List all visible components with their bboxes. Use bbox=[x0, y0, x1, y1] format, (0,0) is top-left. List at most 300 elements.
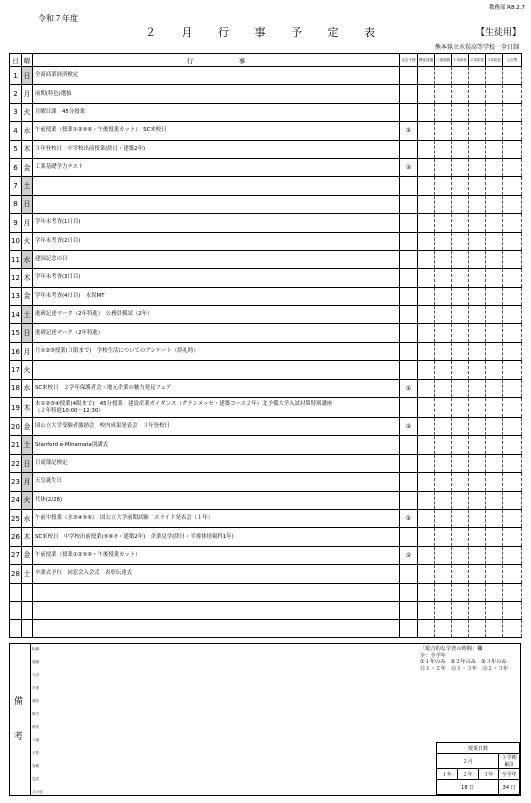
row-events bbox=[33, 398, 400, 418]
row-check-cell bbox=[435, 509, 452, 527]
row-date: 5 bbox=[10, 140, 22, 158]
row-date: 24 bbox=[10, 491, 22, 509]
row-mark bbox=[400, 269, 418, 287]
row-check-cell bbox=[503, 67, 522, 85]
blank-cell bbox=[22, 601, 33, 619]
header-check: ３年担任 bbox=[486, 54, 503, 67]
row-check-cell bbox=[503, 418, 522, 436]
row-events bbox=[33, 103, 400, 121]
row-check-cell bbox=[452, 528, 469, 546]
row-check-cell bbox=[503, 85, 522, 103]
row-mark: ② bbox=[400, 418, 418, 436]
row-mark: ① bbox=[400, 509, 418, 527]
row-check-cell bbox=[418, 122, 435, 140]
row-check-cell bbox=[418, 546, 435, 564]
row-check-cell bbox=[469, 158, 486, 176]
row-weekday: 水 bbox=[22, 250, 33, 268]
row-check-cell bbox=[486, 342, 503, 360]
event-text: 日商簿記検定 bbox=[35, 460, 68, 466]
header-check: 公欠等 bbox=[503, 54, 522, 67]
row-weekday: 土 bbox=[22, 436, 33, 454]
row-check-cell bbox=[435, 361, 452, 379]
row-check-cell bbox=[469, 122, 486, 140]
row-events bbox=[33, 324, 400, 342]
blank-cell bbox=[400, 583, 418, 601]
blank-row bbox=[10, 601, 522, 619]
row-weekday: 金 bbox=[22, 418, 33, 436]
blank-cell bbox=[503, 601, 522, 619]
schedule-row bbox=[10, 269, 522, 287]
schedule-row bbox=[10, 287, 522, 305]
row-check-cell bbox=[435, 269, 452, 287]
row-check-cell bbox=[503, 140, 522, 158]
blank-cell bbox=[503, 619, 522, 637]
row-check-cell bbox=[486, 177, 503, 195]
notes-title-char-2: 考 bbox=[14, 732, 24, 742]
row-check-cell bbox=[435, 342, 452, 360]
schedule-row bbox=[10, 195, 522, 213]
row-events bbox=[33, 509, 400, 527]
audience-label: 【生徒用】 bbox=[475, 28, 521, 38]
event-text: 卒業式予行 同窓会入会式 表彰伝達式 bbox=[35, 570, 133, 577]
header-check: 教室清掃 bbox=[418, 54, 435, 67]
row-check-cell bbox=[435, 67, 452, 85]
row-check-cell bbox=[486, 361, 503, 379]
row-events bbox=[33, 454, 400, 472]
schedule-row bbox=[10, 379, 522, 397]
row-check-cell bbox=[452, 324, 469, 342]
schedule-row bbox=[10, 232, 522, 250]
row-check-cell bbox=[469, 177, 486, 195]
row-check-cell bbox=[452, 565, 469, 583]
row-check-cell bbox=[418, 379, 435, 397]
notes-side-word: 転職 bbox=[32, 647, 39, 651]
row-check-cell bbox=[452, 158, 469, 176]
row-date: 22 bbox=[10, 454, 22, 472]
row-date: 27 bbox=[10, 546, 22, 564]
row-check-cell bbox=[452, 214, 469, 232]
row-mark bbox=[400, 565, 418, 583]
blank-cell bbox=[418, 601, 435, 619]
row-weekday: 水 bbox=[22, 379, 33, 397]
schedule-row bbox=[10, 528, 522, 546]
row-check-cell bbox=[452, 546, 469, 564]
row-check-cell bbox=[452, 85, 469, 103]
row-check-cell bbox=[435, 436, 452, 454]
row-check-cell bbox=[435, 473, 452, 491]
row-check-cell bbox=[503, 379, 522, 397]
row-check-cell bbox=[452, 67, 469, 85]
event-text: 進研記述マーク（2年特進） 公務員模試（2年） bbox=[35, 311, 153, 318]
row-check-cell bbox=[503, 436, 522, 454]
row-check-cell bbox=[486, 454, 503, 472]
schedule-row bbox=[10, 491, 522, 509]
row-events bbox=[33, 473, 400, 491]
row-check-cell bbox=[418, 269, 435, 287]
row-weekday: 金 bbox=[22, 287, 33, 305]
row-mark bbox=[400, 473, 418, 491]
notes-side-word: その他 bbox=[32, 790, 43, 794]
row-date: 17 bbox=[10, 361, 22, 379]
row-check-cell bbox=[469, 214, 486, 232]
row-weekday: 木 bbox=[22, 269, 33, 287]
row-events bbox=[33, 491, 400, 509]
event-text: （２年特進10:00～12:30） bbox=[35, 407, 104, 414]
row-events bbox=[33, 306, 400, 324]
row-weekday: 土 bbox=[22, 177, 33, 195]
row-events bbox=[33, 214, 400, 232]
row-date: 9 bbox=[10, 214, 22, 232]
sogo-line: ①１年のみ ②２年のみ ③３年のみ bbox=[420, 659, 507, 665]
row-check-cell bbox=[452, 361, 469, 379]
row-mark bbox=[400, 214, 418, 232]
blank-cell bbox=[33, 601, 400, 619]
event-text: 学年末考査(4日目) 水俣MT bbox=[35, 292, 105, 299]
row-events bbox=[33, 250, 400, 268]
header-check: １年担任 bbox=[452, 54, 469, 67]
notes-side-word: 入場 bbox=[32, 738, 39, 742]
row-check-cell bbox=[435, 214, 452, 232]
row-check-cell bbox=[435, 287, 452, 305]
row-mark: ② bbox=[400, 158, 418, 176]
row-check-cell bbox=[435, 306, 452, 324]
row-events bbox=[33, 177, 400, 195]
row-check-cell bbox=[435, 103, 452, 121]
row-weekday: 月 bbox=[22, 473, 33, 491]
row-weekday: 日 bbox=[22, 454, 33, 472]
document-reference: 教務部 R8.2.7 bbox=[488, 5, 525, 11]
row-events bbox=[33, 546, 400, 564]
row-weekday: 土 bbox=[22, 306, 33, 324]
row-check-cell bbox=[418, 454, 435, 472]
row-events bbox=[33, 342, 400, 360]
row-check-cell bbox=[469, 324, 486, 342]
blank-cell bbox=[469, 583, 486, 601]
row-check-cell bbox=[503, 398, 522, 418]
event-text: 午前授業（授業①②⑤⑥・午後授業カット） SC来校日 bbox=[35, 127, 167, 134]
row-check-cell bbox=[469, 379, 486, 397]
row-check-cell bbox=[503, 158, 522, 176]
row-weekday: 火 bbox=[22, 491, 33, 509]
row-check-cell bbox=[452, 195, 469, 213]
row-date: 18 bbox=[10, 379, 22, 397]
row-check-cell bbox=[452, 140, 469, 158]
blank-cell bbox=[400, 619, 418, 637]
row-mark bbox=[400, 342, 418, 360]
blank-cell bbox=[10, 583, 22, 601]
row-weekday: 木 bbox=[22, 140, 33, 158]
row-events bbox=[33, 158, 400, 176]
blank-cell bbox=[435, 583, 452, 601]
fiscal-year: 令和７年度 bbox=[38, 14, 78, 23]
month-lesson-days: 18 日 bbox=[437, 780, 499, 795]
header-date: 日 bbox=[10, 54, 22, 67]
row-check-cell bbox=[469, 418, 486, 436]
row-check-cell bbox=[469, 361, 486, 379]
blank-cell bbox=[452, 583, 469, 601]
row-date: 4 bbox=[10, 122, 22, 140]
blank-cell bbox=[469, 619, 486, 637]
row-check-cell bbox=[418, 324, 435, 342]
row-date: 6 bbox=[10, 158, 22, 176]
page-title: ２ 月 行 事 予 定 表 bbox=[145, 26, 386, 39]
row-check-cell bbox=[503, 287, 522, 305]
notes-side-word: 予算 bbox=[32, 751, 39, 755]
blank-cell bbox=[33, 583, 400, 601]
row-check-cell bbox=[486, 287, 503, 305]
row-check-cell bbox=[503, 528, 522, 546]
row-check-cell bbox=[486, 67, 503, 85]
blank-cell bbox=[503, 583, 522, 601]
blank-cell bbox=[400, 601, 418, 619]
row-events bbox=[33, 379, 400, 397]
event-text: 月①②③授業(３限まで) 学校生活についてのアンケート（終礼時） bbox=[35, 348, 199, 355]
row-check-cell bbox=[503, 509, 522, 527]
event-text: Stanford e-Minamata別講式 bbox=[35, 441, 108, 448]
row-mark bbox=[400, 232, 418, 250]
row-check-cell bbox=[452, 398, 469, 418]
event-text: 木①②③④授業(4限まで) 45分授業 建設産業ガイダンス（グランメッセ・建築コース２年）北予備大学入試対策特別講座 bbox=[35, 400, 333, 407]
blank-cell bbox=[486, 583, 503, 601]
row-events bbox=[33, 528, 400, 546]
notes-side-word: 入試 bbox=[32, 673, 39, 677]
row-check-cell bbox=[486, 473, 503, 491]
row-check-cell bbox=[469, 195, 486, 213]
row-date: 19 bbox=[10, 398, 22, 418]
schedule-row bbox=[10, 140, 522, 158]
notes-side-word: 教育 bbox=[32, 725, 39, 729]
row-mark bbox=[400, 103, 418, 121]
blank-cell bbox=[452, 619, 469, 637]
schedule-row bbox=[10, 158, 522, 176]
schedule-row bbox=[10, 103, 522, 121]
row-mark bbox=[400, 491, 418, 509]
row-check-cell bbox=[503, 250, 522, 268]
row-check-cell bbox=[452, 418, 469, 436]
schedule-row bbox=[10, 398, 522, 418]
row-events bbox=[33, 140, 400, 158]
row-events bbox=[33, 232, 400, 250]
row-events bbox=[33, 269, 400, 287]
row-check-cell bbox=[435, 177, 452, 195]
row-mark bbox=[400, 436, 418, 454]
row-check-cell bbox=[486, 122, 503, 140]
row-events bbox=[33, 122, 400, 140]
row-mark bbox=[400, 361, 418, 379]
row-date: 15 bbox=[10, 324, 22, 342]
row-check-cell bbox=[452, 232, 469, 250]
row-date: 11 bbox=[10, 250, 22, 268]
row-events bbox=[33, 565, 400, 583]
row-mark bbox=[400, 177, 418, 195]
row-check-cell bbox=[503, 342, 522, 360]
row-check-cell bbox=[486, 546, 503, 564]
row-mark bbox=[400, 324, 418, 342]
blank-cell bbox=[10, 601, 22, 619]
row-check-cell bbox=[452, 491, 469, 509]
row-check-cell bbox=[469, 250, 486, 268]
header-check: ２年担任 bbox=[469, 54, 486, 67]
schedule-row bbox=[10, 67, 522, 85]
row-mark: ② bbox=[400, 546, 418, 564]
sogo-line: 全：全学年 bbox=[420, 652, 446, 659]
row-weekday: 木 bbox=[22, 528, 33, 546]
row-check-cell bbox=[418, 528, 435, 546]
row-check-cell bbox=[418, 158, 435, 176]
row-check-cell bbox=[452, 473, 469, 491]
row-events bbox=[33, 85, 400, 103]
row-check-cell bbox=[418, 565, 435, 583]
row-events bbox=[33, 67, 400, 85]
row-check-cell bbox=[469, 491, 486, 509]
row-check-cell bbox=[503, 122, 522, 140]
row-check-cell bbox=[486, 491, 503, 509]
row-date: 26 bbox=[10, 528, 22, 546]
row-check-cell bbox=[469, 287, 486, 305]
row-date: 2 bbox=[10, 85, 22, 103]
row-check-cell bbox=[418, 473, 435, 491]
row-date: 28 bbox=[10, 565, 22, 583]
row-check-cell bbox=[503, 546, 522, 564]
event-text: ３年登校日 中学校出前授業(終日・建築2年) bbox=[35, 145, 146, 152]
schedule-row bbox=[10, 177, 522, 195]
row-weekday: 土 bbox=[22, 565, 33, 583]
row-mark: ① bbox=[400, 122, 418, 140]
row-check-cell bbox=[452, 103, 469, 121]
row-check-cell bbox=[469, 232, 486, 250]
row-check-cell bbox=[486, 103, 503, 121]
event-text: SC来校日 ２学年保護者会・地元企業の魅力発見フェア bbox=[35, 384, 172, 391]
row-check-cell bbox=[503, 269, 522, 287]
row-date: 1 bbox=[10, 67, 22, 85]
schedule-row bbox=[10, 214, 522, 232]
row-date: 16 bbox=[10, 342, 22, 360]
sogo-legend bbox=[420, 646, 508, 672]
total-lesson-days: 34 日 bbox=[499, 780, 520, 795]
row-check-cell bbox=[486, 565, 503, 583]
row-check-cell bbox=[503, 306, 522, 324]
row-check-cell bbox=[469, 528, 486, 546]
schedule-row bbox=[10, 342, 522, 360]
blank-cell bbox=[435, 601, 452, 619]
row-check-cell bbox=[418, 214, 435, 232]
row-check-cell bbox=[469, 67, 486, 85]
row-weekday: 日 bbox=[22, 324, 33, 342]
row-mark bbox=[400, 250, 418, 268]
row-check-cell bbox=[435, 232, 452, 250]
row-check-cell bbox=[469, 140, 486, 158]
event-text: 学年末考査(1日目) bbox=[35, 219, 81, 226]
row-check-cell bbox=[418, 361, 435, 379]
row-check-cell bbox=[418, 195, 435, 213]
notes-side-word: 見送 bbox=[32, 777, 39, 781]
row-date: 21 bbox=[10, 436, 22, 454]
row-events bbox=[33, 418, 400, 436]
notes-title-char-1: 備 bbox=[14, 697, 24, 707]
lesson-cumulative-label: ３学期累計 bbox=[499, 754, 520, 769]
row-check-cell bbox=[435, 195, 452, 213]
row-weekday: 日 bbox=[22, 67, 33, 85]
blank-cell bbox=[486, 619, 503, 637]
row-check-cell bbox=[503, 195, 522, 213]
notes-side-word: 客観 bbox=[32, 764, 39, 768]
blank-row bbox=[10, 619, 522, 637]
row-check-cell bbox=[435, 528, 452, 546]
row-check-cell bbox=[486, 269, 503, 287]
blank-cell bbox=[33, 619, 400, 637]
row-date: 12 bbox=[10, 269, 22, 287]
row-events bbox=[33, 287, 400, 305]
row-check-cell bbox=[486, 324, 503, 342]
row-check-cell bbox=[486, 232, 503, 250]
row-check-cell bbox=[418, 491, 435, 509]
row-check-cell bbox=[418, 250, 435, 268]
row-check-cell bbox=[435, 85, 452, 103]
row-date: 13 bbox=[10, 287, 22, 305]
event-text: 月曜日課 45分授業 bbox=[35, 108, 85, 115]
schedule-row bbox=[10, 473, 522, 491]
row-check-cell bbox=[469, 306, 486, 324]
notes-side-words bbox=[32, 647, 48, 795]
row-check-cell bbox=[486, 158, 503, 176]
event-text: 国公立大学受験者激励会 校内成果発表会 ３年登校日 bbox=[35, 423, 170, 430]
row-check-cell bbox=[452, 306, 469, 324]
row-events bbox=[33, 361, 400, 379]
notes-side-word: 修学 bbox=[32, 712, 39, 716]
row-check-cell bbox=[503, 454, 522, 472]
schedule-row bbox=[10, 546, 522, 564]
row-check-cell bbox=[503, 361, 522, 379]
row-check-cell bbox=[418, 103, 435, 121]
row-mark bbox=[400, 528, 418, 546]
row-check-cell bbox=[418, 398, 435, 418]
row-check-cell bbox=[503, 565, 522, 583]
row-check-cell bbox=[452, 177, 469, 195]
notes-title bbox=[10, 644, 31, 795]
row-check-cell bbox=[452, 454, 469, 472]
blank-cell bbox=[469, 601, 486, 619]
row-check-cell bbox=[452, 287, 469, 305]
event-text: 天皇誕生日 bbox=[35, 478, 62, 485]
row-weekday: 木 bbox=[22, 398, 33, 418]
row-date: 14 bbox=[10, 306, 22, 324]
event-text: 代休(2/28) bbox=[35, 496, 63, 503]
row-mark bbox=[400, 140, 418, 158]
notes-side-word: 退職 bbox=[32, 660, 39, 664]
row-check-cell bbox=[435, 140, 452, 158]
blank-cell bbox=[22, 619, 33, 637]
row-mark bbox=[400, 195, 418, 213]
row-check-cell bbox=[452, 250, 469, 268]
lesson-month-label: ２月 bbox=[437, 754, 499, 769]
row-weekday: 火 bbox=[22, 232, 33, 250]
row-check-cell bbox=[486, 85, 503, 103]
school-name: 熊本県立水俣高等学校 全日制 bbox=[434, 44, 519, 51]
row-check-cell bbox=[418, 509, 435, 527]
row-check-cell bbox=[452, 122, 469, 140]
row-check-cell bbox=[418, 418, 435, 436]
row-check-cell bbox=[486, 250, 503, 268]
event-text: 建国記念の日 bbox=[35, 256, 68, 263]
row-check-cell bbox=[486, 195, 503, 213]
row-check-cell bbox=[418, 67, 435, 85]
row-mark bbox=[400, 287, 418, 305]
row-weekday: 月 bbox=[22, 85, 33, 103]
row-check-cell bbox=[486, 418, 503, 436]
row-mark bbox=[400, 85, 418, 103]
event-text: 全商商業経済検定 bbox=[35, 72, 79, 79]
lesson-days-title: 授業日数 bbox=[437, 743, 520, 754]
